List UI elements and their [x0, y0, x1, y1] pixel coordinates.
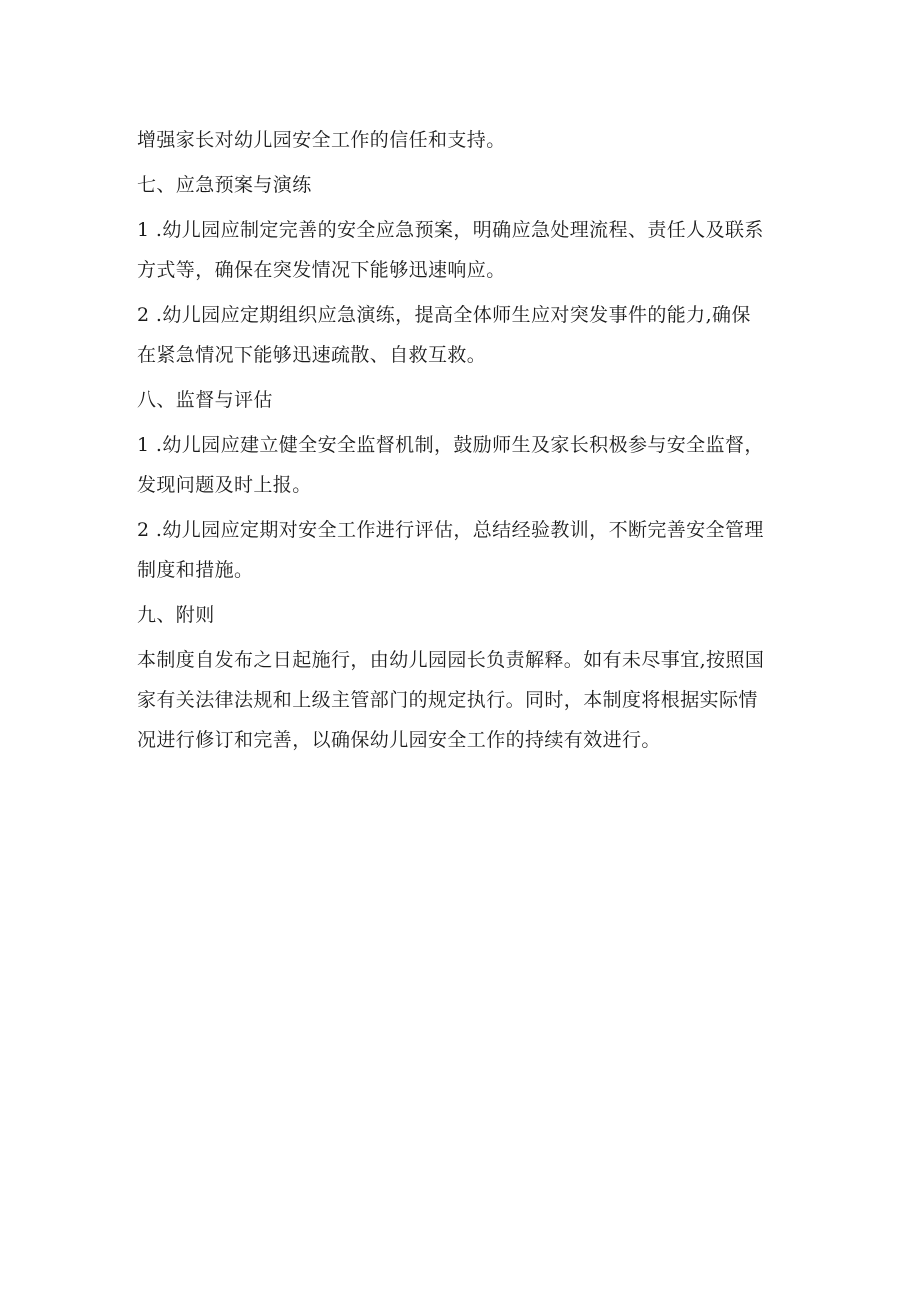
- paragraph-line: 1 .幼儿园应建立健全安全监督机制，鼓励师生及家长积极参与安全监督，: [137, 434, 764, 456]
- paragraph-line: 增强家长对幼儿园安全工作的信任和支持。: [137, 129, 506, 151]
- paragraph-line: 家有关法律法规和上级主管部门的规定执行。同时，本制度将根据实际情: [137, 689, 758, 711]
- paragraph-line: 况进行修订和完善，以确保幼儿园安全工作的持续有效进行。: [137, 729, 661, 751]
- paragraph-line: 方式等，确保在突发情况下能够迅速响应。: [137, 259, 506, 281]
- section-heading-supervision: 八、监督与评估: [137, 389, 273, 411]
- document-body: [137, 120, 797, 760]
- paragraph-line: 2 .幼儿园应定期组织应急演练，提高全体师生应对突发事件的能力,确保: [137, 304, 751, 326]
- section-heading-emergency: 七、应急预案与演练: [137, 174, 312, 196]
- paragraph-line: 2 .幼儿园应定期对安全工作进行评估，总结经验教训，不断完善安全管理: [137, 519, 764, 541]
- paragraph-line: 1 .幼儿园应制定完善的安全应急预案，明确应急处理流程、责任人及联系: [137, 219, 764, 241]
- paragraph-line: 发现问题及时上报。: [137, 474, 312, 496]
- paragraph-line: 本制度自发布之日起施行，由幼儿园园长负责解释。如有未尽事宜,按照国: [137, 649, 765, 671]
- paragraph-line: 在紧急情况下能够迅速疏散、自救互救。: [137, 344, 487, 366]
- paragraph-line: 制度和措施。: [137, 559, 254, 581]
- section-heading-appendix: 九、附则: [137, 604, 215, 626]
